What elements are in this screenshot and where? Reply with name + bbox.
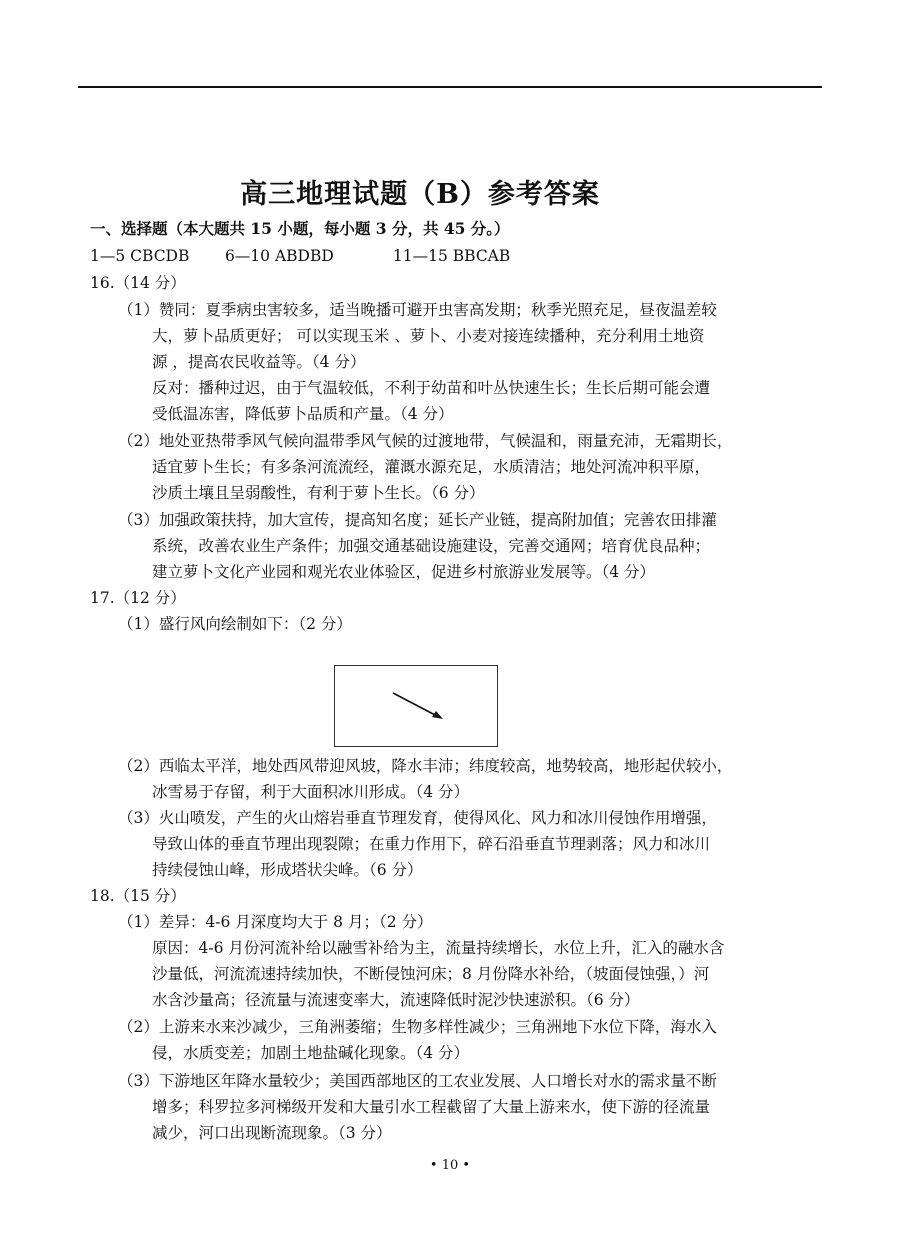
q16-line: 适宜萝卜生长；有多条河流流经，灌溉水源充足，水质清洁；地处河流冲积平原， bbox=[152, 458, 711, 476]
q16-header: 16.（14 分） bbox=[90, 274, 186, 292]
q16-line: 建立萝卜文化产业园和观光农业体验区，促进乡村旅游业发展等。（4 分） bbox=[152, 563, 656, 581]
q17-line: 导致山体的垂直节理出现裂隙；在重力作用下，碎石沿垂直节理剥落；风力和冰川 bbox=[152, 835, 711, 853]
q16-line: 沙质土壤且呈弱酸性，有利于萝卜生长。（6 分） bbox=[152, 484, 485, 502]
page-title: 高三地理试题（B）参考答案 bbox=[240, 179, 600, 210]
q16-line: （1）赞同：夏季病虫害较多，适当晚播可避开虫害高发期；秋季光照充足，昼夜温差较 bbox=[118, 301, 717, 319]
q16-line: （2）地处亚热带季风气候向温带季风气候的过渡地带，气候温和，雨量充沛，无霜期长， bbox=[118, 432, 733, 450]
q16-line: 受低温冻害，降低萝卜品质和产量。（4 分） bbox=[152, 405, 454, 423]
answer-group: 6—10 ABDBD bbox=[224, 247, 334, 265]
q16-line: 大，萝卜品质更好； 可以实现玉米 、萝卜、小麦对接连续播种，充分利用土地资 bbox=[152, 327, 705, 345]
q17-line: 冰雪易于存留，利于大面积冰川形成。（4 分） bbox=[152, 783, 470, 801]
q17-line: （2）西临太平洋，地处西风带迎风坡，降水丰沛；纬度较高，地势较高，地形起伏较小， bbox=[118, 757, 733, 775]
q18-line: 侵，水质变差；加剧土地盐碱化现象。（4 分） bbox=[152, 1044, 470, 1062]
q17-line: （1）盛行风向绘制如下：（2 分） bbox=[118, 615, 352, 633]
answer-group: 11—15 BBCAB bbox=[392, 247, 511, 265]
wind-arrow-head bbox=[432, 711, 443, 719]
q18-line: （1）差异：4-6 月深度均大于 8 月；（2 分） bbox=[118, 913, 433, 931]
q18-line: 减少，河口出现断流现象。（3 分） bbox=[152, 1124, 392, 1142]
wind-direction-diagram bbox=[334, 665, 498, 747]
q18-header: 18.（15 分） bbox=[90, 887, 186, 905]
answer-group: 1—5 CBCDB bbox=[90, 247, 190, 265]
top-rule bbox=[78, 86, 822, 88]
wind-arrow-svg bbox=[335, 666, 497, 746]
q17-line: 持续侵蚀山峰，形成塔状尖峰。（6 分） bbox=[152, 861, 423, 879]
wind-arrow-shaft bbox=[393, 693, 437, 716]
page-number: • 10 • bbox=[429, 1158, 471, 1173]
q16-line: 系统，改善农业生产条件；加强交通基础设施建设，完善交通网；培育优良品种； bbox=[152, 537, 711, 555]
section1-heading: 一、选择题（本大题共 15 小题，每小题 3 分，共 45 分。） bbox=[90, 219, 510, 238]
answer-row bbox=[90, 246, 510, 266]
q16-line: 反对：播种过迟，由于气温较低，不利于幼苗和叶丛快速生长；生长后期可能会遭 bbox=[152, 379, 711, 397]
q18-line: 增多；科罗拉多河梯级开发和大量引水工程截留了大量上游来水，使下游的径流量 bbox=[152, 1098, 711, 1116]
q18-line: （2）上游来水来沙减少，三角洲萎缩；生物多样性减少；三角洲地下水位下降，海水入 bbox=[118, 1018, 717, 1036]
q16-line: （3）加强政策扶持，加大宣传，提高知名度；延长产业链，提高附加值；完善农田排灌 bbox=[118, 511, 717, 529]
q18-line: （3）下游地区年降水量较少；美国西部地区的工农业发展、人口增长对水的需求量不断 bbox=[118, 1072, 717, 1090]
q17-header: 17.（12 分） bbox=[90, 589, 186, 607]
q18-line: 沙量低，河流流速持续加快，不断侵蚀河床；8 月份降水补给，（坡面侵蚀强，）河 bbox=[152, 965, 710, 983]
q18-line: 原因：4-6 月份河流补给以融雪补给为主，流量持续增长，水位上升，汇入的融水含 bbox=[152, 939, 725, 957]
q17-line: （3）火山喷发，产生的火山熔岩垂直节理发育，使得风化、风力和冰川侵蚀作用增强， bbox=[118, 809, 717, 827]
q18-line: 水含沙量高；径流量与流速变率大，流速降低时泥沙快速淤积。（6 分） bbox=[152, 991, 640, 1009]
q16-line: 源 ，提高农民收益等。（4 分） bbox=[152, 353, 366, 371]
